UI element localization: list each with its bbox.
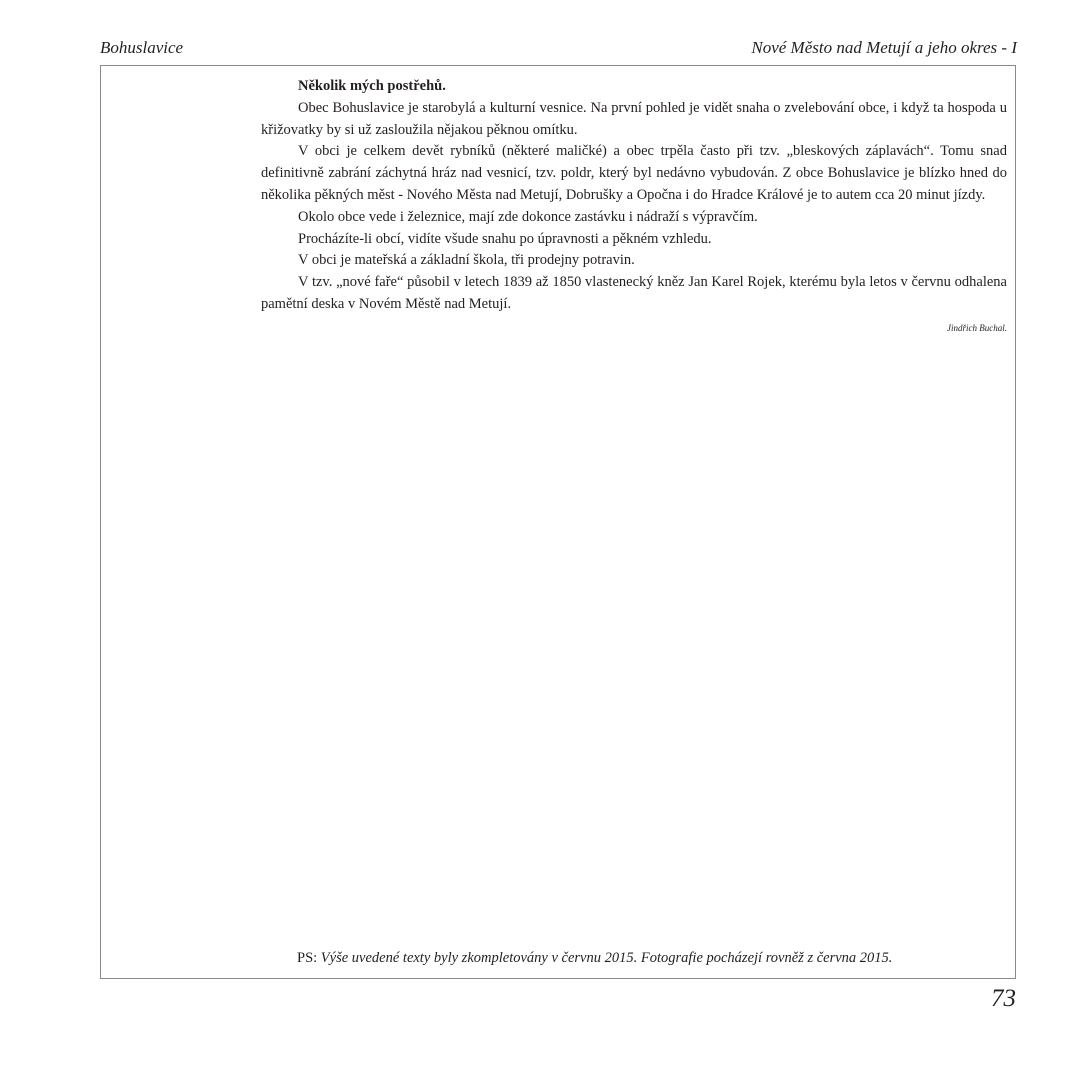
footnote-text: Výše uvedené texty byly zkompletovány v červnu 2015. Fotografie pocházejí rovněž z června 2015. (320, 950, 893, 966)
article-paragraph: Obec Bohuslavice je starobylá a kulturní vesnice. Na první pohled je vidět snaha o zvelebování obce, i když ta hospoda u křižovatky by si už zasloužila nějakou pěknou omítku. (261, 99, 1007, 138)
footnote-prefix: PS: (297, 950, 318, 966)
article-paragraph: Procházíte-li obcí, vidíte všude snahu po úpravnosti a pěkném vzhledu. (298, 230, 712, 247)
author-signature: Jindřich Buchal. (947, 322, 1007, 333)
article-paragraph: Okolo obce vede i železnice, mají zde dokonce zastávku i nádraží s výpravčím. (298, 208, 758, 225)
article (261, 76, 1007, 334)
footnote (297, 948, 892, 968)
running-header-left: Bohuslavice (100, 38, 184, 57)
article-title: Několik mých postřehů. (298, 78, 446, 94)
article-paragraph: V tzv. „nové faře“ působil v letech 1839 až 1850 vlastenecký kněz Jan Karel Rojek, kterému byla letos v červnu odhalena pamětní deska v Novém Městě nad Metují. (261, 274, 1007, 312)
article-paragraph: V obci je celkem devět rybníků (některé maličké) a obec trpěla často při tzv. „bleskových záplavách“. Tomu snad definitivně zabrání záchytná hráz nad vesnicí, tzv. poldr, který byl nedávno vybudován. Z obce Bohuslavice je blízko hned do několika pěkných měst - Nového Města nad Metují, Dobrušky a Opočna i do Hradce Králové je to autem cca 20 minut jízdy. (261, 143, 1007, 203)
article-paragraph: V obci je mateřská a základní škola, tři prodejny potravin. (298, 252, 635, 269)
page-number: 73 (991, 985, 1016, 1012)
running-header-right: Nové Město nad Metují a jeho okres - I (751, 38, 1017, 57)
